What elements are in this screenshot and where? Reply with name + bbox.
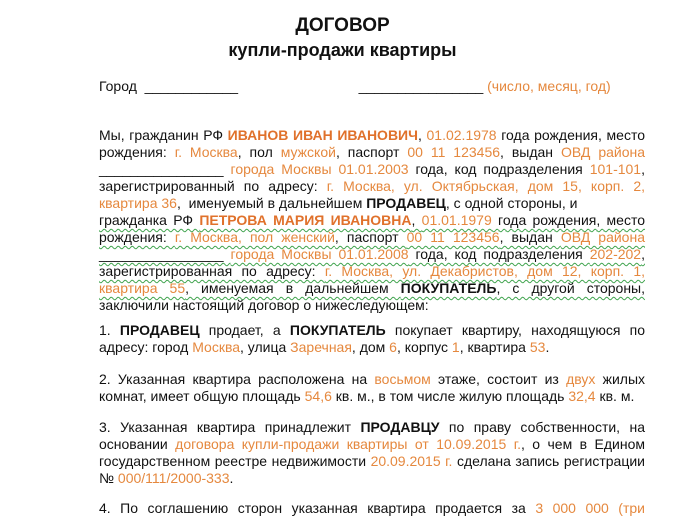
text-segment: 3. Указанная квартира принадлежит xyxy=(99,419,361,435)
text-segment: , дом xyxy=(351,339,390,355)
text-segment: года рождения, место xyxy=(496,127,645,143)
text-segment: ________________ xyxy=(99,161,231,177)
filled-field: ОВД района xyxy=(560,229,645,245)
filled-field: 53 xyxy=(529,339,546,355)
text-segment: покупает квартиру, находящуюся по xyxy=(385,322,646,338)
filled-field: г. Москва, ул. Декабристов, дом 12, корп. 1, xyxy=(324,263,645,279)
text-segment: зарегистрированный по адресу: xyxy=(99,178,327,194)
filled-field: квартира 55 xyxy=(99,280,186,296)
party-term: ПРОДАВЕЦ xyxy=(366,195,446,211)
filled-field: 01.01.1979 xyxy=(421,212,492,228)
filled-field: 54,6 xyxy=(304,388,332,404)
filled-field: ОВД района xyxy=(560,144,646,160)
text-line xyxy=(99,297,645,314)
filled-field: квартира 36 xyxy=(99,195,177,211)
text-segment: , выдан xyxy=(499,229,561,245)
filled-field: г. Москва, ул. Октябрьская, дом 15, корп. 2, xyxy=(326,178,645,194)
text-segment: года, код подразделения xyxy=(408,161,590,177)
text-segment: , паспорт xyxy=(335,144,408,160)
text-segment: основании xyxy=(99,436,176,452)
party-term: ПОКУПАТЕЛЬ xyxy=(289,322,386,338)
text-line xyxy=(99,322,645,339)
text-segment: 1. xyxy=(99,322,120,338)
text-segment: жилых xyxy=(595,371,646,387)
party-term: ПРОДАВЕЦ xyxy=(119,322,200,338)
filled-field: Москва xyxy=(192,339,241,355)
text-segment: , пол xyxy=(237,144,281,160)
party-term: ПРОДАВЦУ xyxy=(360,419,440,435)
text-line xyxy=(99,436,645,453)
text-segment: , именуемый в дальнейшем xyxy=(176,195,367,211)
text-line xyxy=(99,212,645,229)
text-segment: № xyxy=(99,470,118,486)
text-line xyxy=(99,127,645,144)
filled-field: 6 xyxy=(389,339,397,355)
text-segment: государственном реестре недвижимости xyxy=(99,453,371,469)
text-segment: . xyxy=(229,470,234,486)
text-line xyxy=(99,263,645,280)
filled-field: 1 xyxy=(451,339,460,355)
text-line xyxy=(99,419,645,436)
text-segment: гражданка РФ xyxy=(99,212,200,228)
text-segment xyxy=(238,78,359,94)
text-line xyxy=(99,453,645,470)
text-segment: . xyxy=(545,339,550,355)
text-line xyxy=(99,371,645,388)
text-segment: рождения: xyxy=(99,144,175,160)
filled-field: договора купли-продажи квартиры от 10.09.2015 г. xyxy=(175,436,521,452)
filled-field: 202-202 xyxy=(589,246,642,262)
text-line xyxy=(99,339,645,356)
text-segment: , именуемая в дальнейшем xyxy=(185,280,401,296)
text-line xyxy=(99,388,645,405)
filled-field: Заречная xyxy=(290,339,352,355)
filled-field: 000/111/2000-333 xyxy=(117,470,230,486)
text-segment: адресу: город xyxy=(99,339,193,355)
filled-field: 101-101 xyxy=(589,161,642,177)
party-term: ПОКУПАТЕЛЬ xyxy=(400,280,497,296)
text-segment: комнат, имеет общую площадь xyxy=(99,388,305,404)
text-segment: ________________ xyxy=(358,78,484,94)
text-line xyxy=(99,500,645,517)
text-line xyxy=(99,178,645,195)
text-segment: , улица xyxy=(240,339,291,355)
text-segment: ________________ xyxy=(99,246,231,262)
text-segment: , с одной стороны, и xyxy=(445,195,578,211)
text-line xyxy=(99,280,645,297)
text-line xyxy=(99,195,645,212)
filled-field: города Москвы 01.01.2003 xyxy=(230,161,409,177)
filled-field: (число, месяц, год) xyxy=(483,78,611,94)
document-title: ДОГОВОР xyxy=(295,15,390,36)
filled-field: мужской xyxy=(280,144,336,160)
text-segment: по праву собственности, на xyxy=(439,419,645,435)
text-line xyxy=(99,470,645,487)
text-segment: Город ____________ xyxy=(99,78,239,94)
text-segment: года рождения, место xyxy=(491,212,645,228)
filled-field: двух xyxy=(566,371,596,387)
filled-field: 32,4 xyxy=(568,388,596,404)
text-segment: сделана запись регистрации xyxy=(452,453,645,469)
text-line xyxy=(99,144,645,161)
text-segment: заключили настоящий договор о нижеследующем: xyxy=(99,297,429,313)
filled-field: ПЕТРОВА МАРИЯ ИВАНОВНА xyxy=(199,212,412,228)
filled-field: 20.09.2015 г. xyxy=(370,453,453,469)
text-segment: года, код подразделения xyxy=(408,246,590,262)
text-segment: зарегистрированная по адресу: xyxy=(99,263,325,279)
text-line xyxy=(99,229,645,246)
filled-field: 00 11 123456 xyxy=(407,144,501,160)
text-line xyxy=(99,78,645,95)
text-segment: продает, а xyxy=(199,322,290,338)
text-line xyxy=(99,161,645,178)
text-segment: 4. По соглашению сторон указанная квартира продается за xyxy=(99,500,536,516)
text-segment: , квартира xyxy=(459,339,530,355)
text-segment: , xyxy=(417,127,427,143)
filled-field: ИВАНОВ ИВАН ИВАНОВИЧ xyxy=(227,127,418,143)
text-segment: , xyxy=(641,246,645,262)
filled-field: 00 11 123456 xyxy=(406,229,500,245)
text-segment: этаже, состоит из xyxy=(430,371,567,387)
filled-field: 3 000 000 (три xyxy=(535,500,645,516)
document-subtitle: купли-продажи квартиры xyxy=(228,40,457,60)
filled-field: восьмом xyxy=(374,371,431,387)
filled-field: 01.02.1978 xyxy=(426,127,497,143)
text-segment: рождения: xyxy=(99,229,175,245)
text-segment: , паспорт xyxy=(334,229,407,245)
text-segment: , о чем в Едином xyxy=(520,436,645,452)
text-segment: кв. м., в том числе жилую площадь xyxy=(331,388,569,404)
filled-field: г. Москва xyxy=(174,144,238,160)
text-line xyxy=(99,246,645,263)
text-segment: , xyxy=(641,161,645,177)
filled-field: города Москвы 01.01.2008 xyxy=(230,246,409,262)
text-segment: , выдан xyxy=(500,144,561,160)
text-segment: , с другой стороны, xyxy=(496,280,646,296)
text-segment: , корпус xyxy=(396,339,452,355)
text-segment: кв. м. xyxy=(595,388,635,404)
text-segment: 2. Указанная квартира расположена на xyxy=(99,371,375,387)
text-segment: Мы, гражданин РФ xyxy=(99,127,228,143)
text-segment: , xyxy=(411,212,422,228)
filled-field: г. Москва, пол женский xyxy=(174,229,335,245)
